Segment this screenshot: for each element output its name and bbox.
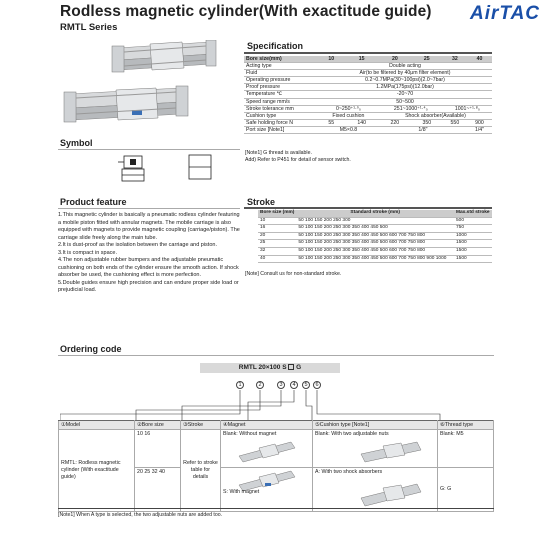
specification-rule [244,52,492,54]
stroke-header: Standard stroke (mm) [296,210,454,217]
stroke-bore: 10 [258,217,296,225]
spec-value: 1.2MPa(175psi)(12.0bar) [318,84,492,91]
stroke-max: 1500 [454,255,492,263]
code-bore: 20 [258,364,266,371]
spec-value: 251~1000⁺¹·⁴₀ [379,105,443,112]
code-model: RMTL [238,364,257,371]
page-title: Rodless magnetic cylinder(With exactitude guide) [60,3,432,20]
table-row [258,217,492,225]
spec-value: -20~70 [318,91,492,98]
stroke-values: 50 100 150 200 250 300 [296,217,454,225]
order-col-bore: ②Bore size [135,421,181,430]
spec-label: Acting type [244,63,318,70]
order-number-1: 1 [236,381,244,389]
pneumatic-symbol [110,153,215,183]
spec-row [244,112,492,119]
table-row [258,240,492,248]
order-thread-g: G: G [438,468,494,512]
table-row [258,225,492,233]
table-row [258,255,492,263]
symbol-heading: Symbol [60,138,93,148]
ordering-row-1 [59,430,494,468]
bottom-rule [58,508,494,509]
order-magnet-blank: Blank: Without magnet [223,431,277,437]
stroke-values: 50 100 150 200 250 300 350 400 450 500 600 700 750 800 [296,232,454,240]
product-feature-heading: Product feature [60,197,127,207]
stroke-values: 50 100 150 200 250 300 350 400 450 500 600 700 750 800 [296,247,454,255]
spec-row [244,70,492,77]
order-number-3: 3 [277,381,285,389]
spec-row [244,126,492,133]
order-number-4: 4 [290,381,298,389]
spec-value: 140 [345,119,379,126]
stroke-header: Bore size (mm) [258,210,296,217]
spec-value: 1001~⁺¹·⁸₀ [443,105,492,112]
feature-item: 3.It is compact in space. [58,249,117,256]
spec-value: 50~500 [318,98,492,105]
spec-bore: 32 [443,56,467,63]
stroke-max: 1500 [454,247,492,255]
spec-label: Stroke tolerance mm [244,105,318,112]
spec-value: 0.2~0.7MPa(30~100psi)(2.0~7bar) [318,77,492,84]
spec-row [244,98,492,105]
spec-row [244,63,492,70]
stroke-max: 500 [454,217,492,225]
spec-row [244,77,492,84]
specification-heading: Specification [247,41,304,51]
spec-bore: 10 [318,56,345,63]
spec-label: Fluid [244,70,318,77]
order-magnet-s-cell [221,468,313,512]
order-number-5: 5 [302,381,310,389]
spec-note: [Note1] G thread is available. [245,150,312,156]
spec-row [244,119,492,126]
spec-value: 1/8" [379,126,467,133]
stroke-note: [Note] Consult us for non-standard stroke. [245,271,342,277]
cushion-blank-image [357,438,427,464]
cylinder-image-1 [112,40,216,72]
table-row [258,247,492,255]
magnet-blank-image [235,438,299,464]
order-col-model: ①Model [59,421,135,430]
cylinder-image-2 [64,86,188,122]
order-cushion-blank: Blank: With two adjustable nuts [315,431,389,437]
spec-value: 350 [411,119,443,126]
series-name: RMTL Series [60,22,118,33]
spec-value: 55 [318,119,345,126]
stroke-table [258,210,492,263]
spec-label: Operating pressure [244,77,318,84]
spec-value: 1/4" [467,126,492,133]
spec-bore: 15 [345,56,379,63]
spec-label: Port size [Note1] [244,126,318,133]
order-bores-b: 20 25 32 40 [135,468,181,512]
stroke-bore: 20 [258,232,296,240]
ordering-note: [Note1] When A type is selected, the two adjustable nuts are added too. [58,512,223,518]
spec-value: Shock absorber(Available) [379,112,492,119]
spec-label: Cushion type [244,112,318,119]
stroke-bore: 40 [258,255,296,263]
spec-value: 0~250⁺¹·⁰₀ [318,105,379,112]
order-magnet-blank-cell [221,430,313,468]
order-bores-a: 10 16 [135,430,181,468]
stroke-rule [244,207,492,209]
spec-row [244,105,492,112]
stroke-header: Max.std stroke [454,210,492,217]
feature-item: 4.The non adjustable rubber bumpers and the adjustable pneumatic cushioning on both ends of the cylinder ensure the smooth action. If shock absorber be used, the cushioning effect is more perfection. [58,257,239,278]
order-magnet-s: S: With magnet [223,489,260,495]
feature-item: 2.It is dust-proof as the isolation between the carriage and piston. [58,242,217,248]
ordering-table [58,420,494,512]
stroke-values: 50 100 150 200 250 300 350 400 450 500 [296,225,454,233]
spec-header-label: Bore size(mm) [244,56,318,63]
symbol-rule [58,149,240,150]
order-number-2: 2 [256,381,264,389]
specification-table [244,56,492,134]
spec-label: Proof pressure [244,84,318,91]
order-thread-blank: Blank: M5 [438,430,494,468]
ordering-rule [58,355,494,356]
brand-logo: AirTAC [470,3,541,24]
spec-value: 550 [443,119,467,126]
spec-label: Safe holding force N [244,119,318,126]
spec-row [244,84,492,91]
stroke-max: 1000 [454,232,492,240]
order-col-thread: ⑥Thread type [438,421,494,430]
ordering-code-heading: Ordering code [60,344,122,354]
feature-item: 1.This magnetic cylinder is basically a pneumatic rodless cylinder featuring a mobile piston fitted with annular magnets. The mobile carriage is also equipped with magnets to provide magnetic coupling (carriage/piston). The carriage slide freely along the main tube. [58,212,240,241]
ordering-code-string [200,363,340,373]
spec-value: 900 [467,119,492,126]
spec-bore: 20 [379,56,411,63]
spec-label: Temperature ℃ [244,91,318,98]
order-col-magnet: ④Magnet [221,421,313,430]
stroke-values: 50 100 150 200 250 300 350 400 450 500 600 700 750 800 900 1000 [296,255,454,263]
stroke-bore: 32 [258,247,296,255]
stroke-bore: 25 [258,240,296,248]
code-magnet: S [282,364,287,371]
order-number-6: 6 [313,381,321,389]
order-model: RMTL: Rodless magnetic cylinder (With exactitude guide) [59,430,135,512]
spec-bore: 40 [467,56,492,63]
stroke-max: 750 [454,225,492,233]
feature-item: 5.Double guides ensure high precision and can endure proper side load or prejudicial load. [58,279,239,293]
product-photo [60,40,245,132]
spec-add-note: Add) Refer to P451 for detail of sensor switch. [245,157,351,163]
order-stroke: Refer to stroke table for details [181,430,221,512]
stroke-values: 50 100 150 200 250 300 350 400 450 500 600 700 750 800 [296,240,454,248]
spec-label: Speed range mm/s [244,98,318,105]
code-thread: G [296,364,302,371]
stroke-max: 1500 [454,240,492,248]
order-cushion-a-cell [313,468,438,512]
feature-list [58,212,240,295]
code-stroke: 100 [269,364,281,371]
order-col-stroke: ③Stroke [181,421,221,430]
spec-value: Air(to be filtered by 40μm filter element) [318,70,492,77]
order-cushion-a: A: With two shock absorbers [315,469,383,475]
feature-rule [58,208,240,209]
spec-value: Double acting [318,63,492,70]
stroke-heading: Stroke [247,197,276,207]
stroke-bore: 16 [258,225,296,233]
code-times: × [265,364,270,371]
table-row [258,232,492,240]
order-cushion-blank-cell [313,430,438,468]
cushion-a-image [357,478,427,508]
spec-value: M5×0.8 [318,126,379,133]
spec-header-row [244,56,492,63]
spec-value: 220 [379,119,411,126]
stroke-header-row [258,210,492,217]
spec-row [244,91,492,98]
code-cushion-box [288,364,294,370]
spec-value: Fixed cushion [318,112,379,119]
ordering-header-row [59,421,494,430]
spec-bore: 25 [411,56,443,63]
order-col-cushion: ⑤Cushion type [Note1] [313,421,438,430]
